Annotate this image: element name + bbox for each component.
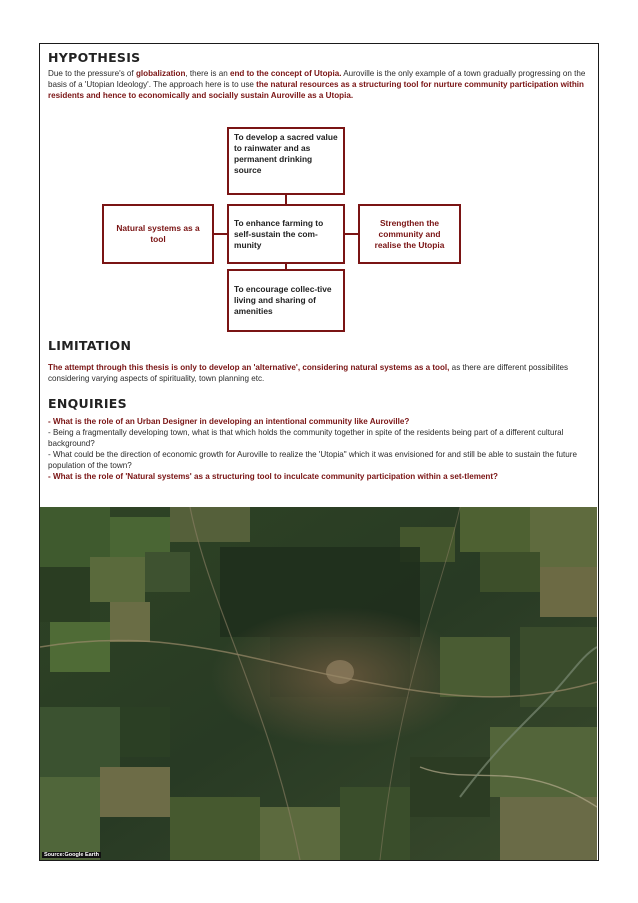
diagram-connector-top bbox=[285, 195, 287, 204]
enquiry-item-3: - What could be the direction of economic growth for Auroville to realize the 'Utopia" which it was envisioned for and still be able to sustain the future population of the town? bbox=[48, 450, 577, 470]
diagram-box-natural-systems: Natural systems as a tool bbox=[102, 204, 214, 264]
diagram-connector-right bbox=[345, 233, 358, 235]
hypothesis-text-3: Auroville is the only example of a town gradually progressing on the basis of a 'Utopian Ideology'. The approach here is to use bbox=[48, 69, 586, 89]
hypothesis-highlight-globalization: globalization bbox=[135, 69, 186, 78]
diagram-box-collective-living: To encourage collec-tive living and sharing of amenities bbox=[227, 269, 345, 332]
hypothesis-paragraph bbox=[48, 68, 596, 101]
limitation-heading: LIMITATION bbox=[48, 338, 132, 353]
enquiries-list bbox=[48, 416, 596, 482]
enquiry-item-2: - Being a fragmentally developing town, what is that which holds the community together in spite of the residents being part of a different cultural background? bbox=[48, 428, 564, 448]
hypothesis-highlight-approach: the natural resources as a structuring tool for nurture community participation within residents and hence to economically and socially sustain Auroville as a Utopia. bbox=[48, 80, 584, 100]
enquiry-item-1: - What is the role of an Urban Designer in developing an intentional community like Auroville? bbox=[48, 417, 410, 426]
hypothesis-text-2: , there is an bbox=[185, 69, 230, 78]
hypothesis-text-1: Due to the pressure's of bbox=[48, 69, 136, 78]
diagram-connector-bottom bbox=[285, 264, 287, 269]
hypothesis-heading: HYPOTHESIS bbox=[48, 50, 141, 65]
diagram-box-farming: To enhance farming to self-sustain the com-munity bbox=[227, 204, 345, 264]
hypothesis-highlight-utopia: end to the concept of Utopia. bbox=[229, 69, 342, 78]
image-source-caption: Source:Google Earth bbox=[44, 852, 100, 858]
aerial-satellite-image bbox=[40, 507, 597, 860]
limitation-paragraph bbox=[48, 362, 596, 384]
limitation-highlight: The attempt through this thesis is only to develop an 'alternative', considering natural systems as a tool, bbox=[48, 363, 450, 372]
diagram-box-rainwater: To develop a sacred value to rainwater and as permanent drinking source bbox=[227, 127, 345, 195]
enquiry-item-4: - What is the role of 'Natural systems' as a structuring tool to inculcate community participation within a set-tlement? bbox=[48, 472, 498, 481]
page-frame bbox=[39, 43, 599, 861]
diagram-connector-left bbox=[214, 233, 227, 235]
enquiries-heading: ENQUIRIES bbox=[48, 396, 127, 411]
diagram-box-utopia: Strengthen the community and realise the Utopia bbox=[358, 204, 461, 264]
limitation-text: as there are different possibilites considering varying aspects of spirituality, town planning etc. bbox=[48, 363, 569, 383]
